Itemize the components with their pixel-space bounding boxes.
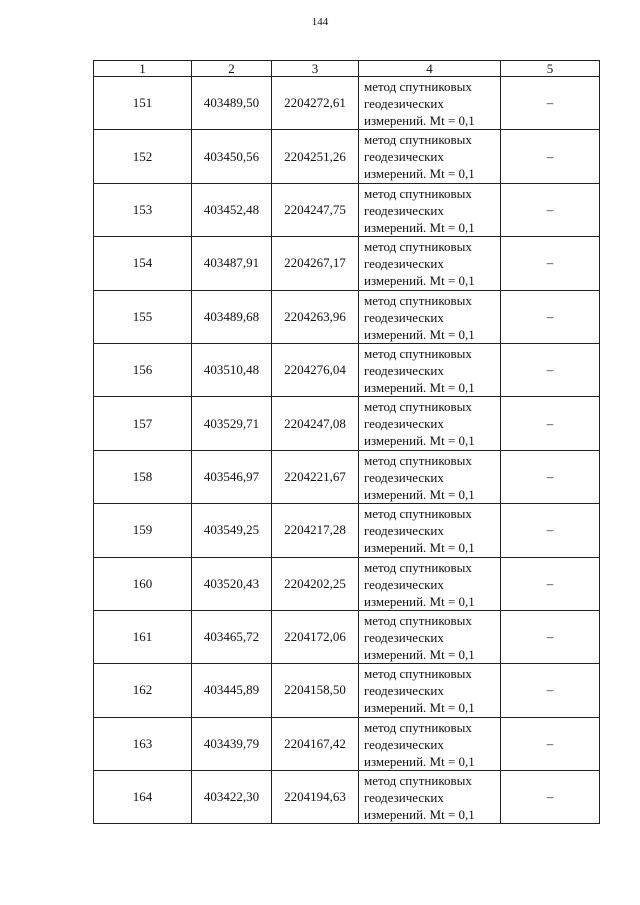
point-number: 157: [94, 397, 192, 450]
note-cell: –: [501, 290, 600, 343]
method-cell: [359, 77, 501, 130]
coordinate-y: 2204267,17: [272, 237, 359, 290]
table-row: [94, 664, 600, 717]
table-row: [94, 237, 600, 290]
table-row: [94, 610, 600, 663]
table-row: [94, 397, 600, 450]
method-line-2: геодезических: [364, 576, 444, 592]
point-number: 159: [94, 504, 192, 557]
coordinate-x: 403549,25: [192, 504, 272, 557]
header-col-1: 1: [94, 61, 192, 77]
coordinate-y: 2204202,25: [272, 557, 359, 610]
method-cell: [359, 290, 501, 343]
method-line-3: измерений. Mt = 0,1: [364, 593, 475, 609]
table-row: [94, 450, 600, 503]
table-row: [94, 557, 600, 610]
method-cell: [359, 717, 501, 770]
method-line-1: метод спутниковых: [364, 239, 472, 255]
header-col-5: 5: [501, 61, 600, 77]
point-number: 162: [94, 664, 192, 717]
method-line-2: геодезических: [364, 149, 444, 165]
coordinate-x: 403529,71: [192, 397, 272, 450]
method-line-2: геодезических: [364, 362, 444, 378]
note-cell: –: [501, 130, 600, 183]
method-line-2: геодезических: [364, 469, 444, 485]
method-line-1: метод спутниковых: [364, 773, 472, 789]
point-number: 155: [94, 290, 192, 343]
coordinate-y: 2204272,61: [272, 77, 359, 130]
coordinate-x: 403546,97: [192, 450, 272, 503]
method-line-1: метод спутниковых: [364, 185, 472, 201]
method-line-1: метод спутниковых: [364, 666, 472, 682]
table-row: [94, 130, 600, 183]
method-line-3: измерений. Mt = 0,1: [364, 807, 475, 823]
point-number: 156: [94, 343, 192, 396]
coordinate-x: 403487,91: [192, 237, 272, 290]
coordinate-y: 2204194,63: [272, 771, 359, 824]
method-line-2: геодезических: [364, 790, 444, 806]
method-cell: [359, 771, 501, 824]
note-cell: –: [501, 77, 600, 130]
point-number: 152: [94, 130, 192, 183]
coordinate-y: 2204276,04: [272, 343, 359, 396]
coordinate-x: 403450,56: [192, 130, 272, 183]
method-line-3: измерений. Mt = 0,1: [364, 433, 475, 449]
header-col-4: 4: [359, 61, 501, 77]
method-line-3: измерений. Mt = 0,1: [364, 646, 475, 662]
method-cell: [359, 610, 501, 663]
coordinate-y: 2204221,67: [272, 450, 359, 503]
page-number: 144: [311, 16, 329, 28]
method-line-3: измерений. Mt = 0,1: [364, 540, 475, 556]
method-line-3: измерений. Mt = 0,1: [364, 753, 475, 769]
coordinate-y: 2204172,06: [272, 610, 359, 663]
table-header-row: [94, 61, 600, 77]
note-cell: –: [501, 664, 600, 717]
method-line-1: метод спутниковых: [364, 612, 472, 628]
coordinate-x: 403520,43: [192, 557, 272, 610]
method-cell: [359, 183, 501, 236]
point-number: 160: [94, 557, 192, 610]
coordinate-x: 403439,79: [192, 717, 272, 770]
method-line-3: измерений. Mt = 0,1: [364, 379, 475, 395]
method-line-2: геодезических: [364, 523, 444, 539]
coordinate-x: 403452,48: [192, 183, 272, 236]
coordinate-y: 2204217,28: [272, 504, 359, 557]
coordinate-y: 2204263,96: [272, 290, 359, 343]
note-cell: –: [501, 397, 600, 450]
method-line-1: метод спутниковых: [364, 399, 472, 415]
coordinate-y: 2204158,50: [272, 664, 359, 717]
table-row: [94, 290, 600, 343]
method-line-2: геодезических: [364, 309, 444, 325]
point-number: 164: [94, 771, 192, 824]
note-cell: –: [501, 450, 600, 503]
method-line-3: измерений. Mt = 0,1: [364, 273, 475, 289]
coordinate-x: 403445,89: [192, 664, 272, 717]
method-cell: [359, 343, 501, 396]
method-line-3: измерений. Mt = 0,1: [364, 486, 475, 502]
table-row: [94, 77, 600, 130]
note-cell: –: [501, 183, 600, 236]
coordinates-table: [93, 60, 600, 824]
method-line-3: измерений. Mt = 0,1: [364, 326, 475, 342]
note-cell: –: [501, 610, 600, 663]
method-line-1: метод спутниковых: [364, 719, 472, 735]
note-cell: –: [501, 504, 600, 557]
method-line-3: измерений. Mt = 0,1: [364, 166, 475, 182]
coordinate-x: 403422,30: [192, 771, 272, 824]
coordinate-x: 403510,48: [192, 343, 272, 396]
method-line-2: геодезических: [364, 416, 444, 432]
method-cell: [359, 397, 501, 450]
method-line-2: геодезических: [364, 683, 444, 699]
point-number: 161: [94, 610, 192, 663]
table-row: [94, 504, 600, 557]
method-line-2: геодезических: [364, 629, 444, 645]
coordinate-y: 2204167,42: [272, 717, 359, 770]
method-line-1: метод спутниковых: [364, 345, 472, 361]
method-line-1: метод спутниковых: [364, 559, 472, 575]
header-col-3: 3: [272, 61, 359, 77]
point-number: 158: [94, 450, 192, 503]
point-number: 154: [94, 237, 192, 290]
note-cell: –: [501, 237, 600, 290]
method-line-2: геодезических: [364, 736, 444, 752]
point-number: 153: [94, 183, 192, 236]
method-line-1: метод спутниковых: [364, 132, 472, 148]
method-cell: [359, 130, 501, 183]
method-line-2: геодезических: [364, 96, 444, 111]
method-line-3: измерений. Mt = 0,1: [364, 113, 475, 128]
table-row: [94, 343, 600, 396]
method-line-3: измерений. Mt = 0,1: [364, 219, 475, 235]
method-cell: [359, 450, 501, 503]
method-line-1: метод спутниковых: [364, 452, 472, 468]
point-number: 151: [94, 77, 192, 130]
method-cell: [359, 237, 501, 290]
method-cell: [359, 557, 501, 610]
note-cell: –: [501, 771, 600, 824]
table-row: [94, 183, 600, 236]
table-row: [94, 717, 600, 770]
coordinate-y: 2204247,75: [272, 183, 359, 236]
coordinate-y: 2204251,26: [272, 130, 359, 183]
coordinate-x: 403465,72: [192, 610, 272, 663]
coordinate-x: 403489,68: [192, 290, 272, 343]
table-body: [94, 77, 600, 824]
header-col-2: 2: [192, 61, 272, 77]
note-cell: –: [501, 557, 600, 610]
method-cell: [359, 664, 501, 717]
coordinate-x: 403489,50: [192, 77, 272, 130]
note-cell: –: [501, 343, 600, 396]
method-line-1: метод спутниковых: [364, 79, 472, 94]
point-number: 163: [94, 717, 192, 770]
table-row: [94, 771, 600, 824]
method-line-2: геодезических: [364, 202, 444, 218]
method-cell: [359, 504, 501, 557]
note-cell: –: [501, 717, 600, 770]
method-line-2: геодезических: [364, 256, 444, 272]
method-line-3: измерений. Mt = 0,1: [364, 700, 475, 716]
coordinate-y: 2204247,08: [272, 397, 359, 450]
method-line-1: метод спутниковых: [364, 292, 472, 308]
method-line-1: метод спутниковых: [364, 506, 472, 522]
